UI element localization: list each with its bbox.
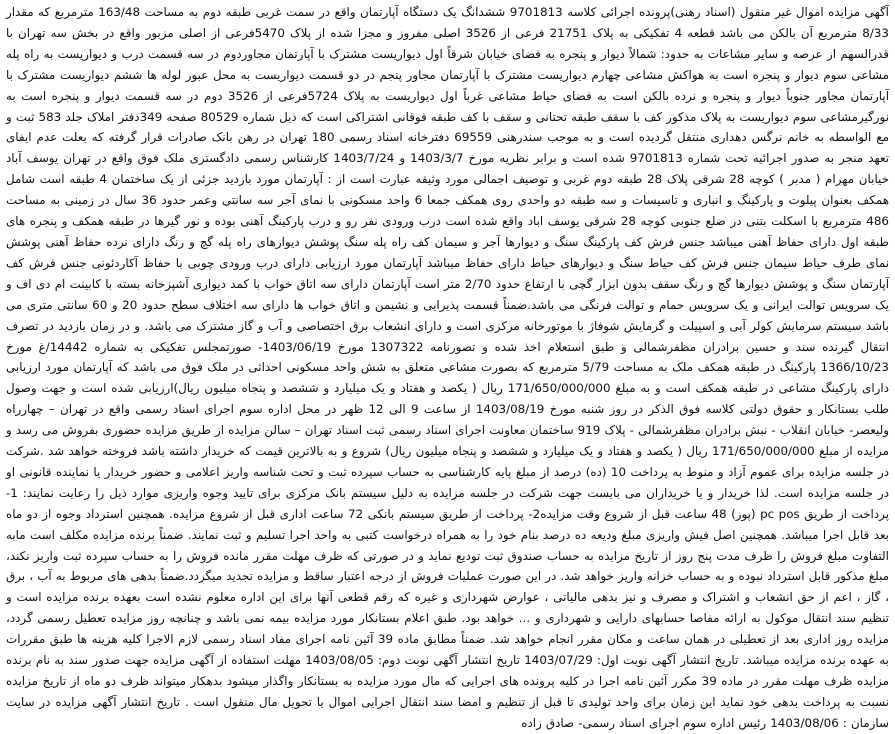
auction-notice-body: آگهی مزایده اموال غیر منقول (اسناد رهنی)پرونده اجرائی کلاسه 9701813 ششدانگ یک دستگاه آپارتمان واقع در سمت غربی طبقه دوم به مساحت 163/48 مترمربع که مقدار 8/33 مترمربع آن بالکن می باشد قطعه 4 تفکیکی به پلاک 21751 فرعی از 3526 اصلی مفروز و مجزا شده از پلاک 5470فرعی از اصلی مزبور واقع در بخش سه تهران با قدرالسهم از عرصه و سایر مشاعات به حدود: شمالاً دیوار و پنجره به فضای خیابان شرقاً اول دیواریست مشترک با آپارتمان مجاوردوم در سه قسمت درب و دیواریست به راه پله مشاعی سوم دیوار و پنجره است به هواکش مشاعی چهارم دیواریست مشترک با آپارتمان مجاور پنجم در دو قسمت دیواریست به محل عبور لوله ها ششم دیواریست مشترک با آپارتمان مجاور جنوباً دیوار و پنجره و نرده بالکن است به فضای حیاط مشاعی غرباً اول دیواریست به پلاک 5724فرعی از 3526 دوم در سه قسمت دیوار و پنجره است به نورگیرمشاعی سوم دیواریست به پلاک مذکور کف با سقف طبقه تحتانی و سقف با کف طبقه فوقانی اشتراکی است که ذیل شماره 80529 صفحه 349دفتر املاک جلد 583 ثبت و مع الواسطه به خانم نرگس دهداری منتقل گردیده است و به موجب سندرهنی 69559 دفترخانه اسناد رسمی 180 تهران در رهن بانک صادرات قرار گرفته که بعلت عدم ایفای تعهد منجر به صدور اجرائیه تحت شماره 9701813 شده است و برابر نظریه مورخ 1403/3/7 و 1403/7/24 کارشناس رسمی دادگستری ملک فوق واقع در تهران یوسف آباد خیابان مهرام ( مدبر ) کوچه 28 شرقی پلاک 28 طبقه دوم غربی و توصیف اجمالی مورد وثیقه عبارت است از : آپارتمان مورد بازدید جزئی از یک ساختمان 4 طبقه است شامل همکف بعنوان پیلوت و پارکینگ و انباری و تاسیسات و سه طبقه دو واحدی روی همکف جمعا 6 واحد مسکونی با نمای آجر سه سانتی وعمر حدود 36 سال در زمینی به مساحت 486 مترمربع با اسکلت بتنی در ضلع جنوبی کوچه 28 شرقی یوسف اباد واقع شده است درب ورودی نفر رو و درب پارکینگ آهنی بوده و نور گیرها در طبقه همکف و پنجره های طبقه اول دارای حفاظ آهنی میباشد جنس فرش کف پارکینگ سنگ و دیوارها آجر و سیمان کف راه پله سنگ پوشش دیوارهای راه پله گچ و رنگ دارای نرده حفاظ آهنی پوشش نمای طرف حیاط سیمان جنس فرش کف حیاط سنگ و دیوارهای حیاط دارای حفاظ میباشد آپارتمان مورد ارزیابی دارای درب ورودی چوبی با حفاظ آکاردئونی جنس فرش کف آپارتمان سنگ و پوشش دیوارها گچ و رنگ سقف بدون ابزار گچی با ارتفاع حدود 2/70 متر است آپارتمان دارای سه اتاق خواب با کمد دیواری آشپزخانه بسته با کابینت ام دی اف و یک سرویس توالت ایرانی و یک سرویس حمام و توالت فرنگی می باشد.ضمناً قسمت پذیرایی و نشیمن و اتاق خواب ها دارای سه اختلاف سطح حدود 20 و 60 سانتی متری می باشد سیستم سرمایش کولر آبی و اسپیلت و گرمایش شوفاژ با موتورخانه مرکزی است و دارای انشعاب برق اختصاصی و آب و گاز مشترک می باشد. و در زمان بازدید در تصرف انتقال گیرنده سند و حسین برادران مظفرشمالی و طبق استعلام اخذ شده و تصورنامه 1307322 مورخ 1403/06/19- صورتمجلس تفکیکی به شماره 14442/غ مورخ 1366/10/23 پارکینگ در طبقه همکف ملک به مساحت 5/79 مترمربع که بصورت مشاعی متعلق به شش واحد مسکونی احداثی در ملک فوق می باشد که آپارتمان مورد ارزیابی دارای پارکینگ مشاعی در طبقه همکف است و به مبلغ 171/650/000/000 ریال ( یکصد و هفتاد و یک میلیارد و ششصد و پنجاه میلیون ریال)ارزیابی شده است و جهت وصول طلب بستانکار و حقوق دولتی کلاسه فوق الذکر در روز شنبه مورخ 1403/08/19 از ساعت 9 الی 12 ظهر در محل اداره سوم اجرای اسناد رسمی واقع در تهران – چهارراه ولیعصر- خیابان انقلاب - نبش برادران مظفرشمالی - پلاک 919 ساختمان معاونت اجرای اسناد رسمی ثبت اسناد تهران – سالن مزایده از طریق مزایده حضوری بفروش می رسد و مزایده از مبلغ 171/650/000/000 ریال ( یکصد و هفتاد و یک میلیارد و ششصد و پنجاه میلیون ریال) شروع و به بالاترین قیمت که خریدار داشته باشد فروخته خواهد شد .شرکت در جلسه مزایده برای عموم آزاد و منوط به پرداخت 10 (ده) درصد از مبلغ پایه کارشناسی به حساب سپرده ثبت و تحت شناسه واریز اعلامی و حضور خریدار یا نماینده قانونی او در جلسه مزایده است. لذا خریدار و یا خریداران می بایست جهت شرکت در جلسه مزایده به دلیل سیستم بانک مرکزی برای تایید وجوه واریزی موارد ذیل را رعایت نمایند: 1- پرداخت از طریق pc pos (پوز) 48 ساعت قبل از شروع وقت مزایده2- پرداخت از طریق سیستم بانکی 72 ساعت اداری قبل از شروع مزایده. همچنین استرداد وجوه از دو ماه بعد قابل اجرا میباشد. همچنین اصل فیش واریزی مبلغ ودیعه ده درصد بنام خود را به همراه درخواست کتبی به واحد اجرا تسلیم و ثبت نمایند. ضمناً برنده مزایده مکلف است مابه التفاوت مبلغ فروش را ظرف مدت پنج روز از تاریخ مزایده به حساب صندوق ثبت تودیع نماید و در صورتی که ظرف مهلت مقرر مانده فروش را به حساب سپرده ثبت واریز نکند، مبلغ مذکور قابل استرداد نبوده و به حساب خزانه واریز خواهد شد. در این صورت عملیات فروش از درجه اعتبار ساقط و مزایده تجدید میگردد.ضمناً بدهی های مربوط به آب ، برق ، گاز ، اعم از حق انشعاب و اشتراک و مصرف و نیز بدهی مالیاتی ، عوارض شهرداری و غیره که رقم قطعی آنها برای این اداره معلوم نشده است بعهده برنده مزایده است و تنظیم سند انتقال موکول به ارائه مفاصا حسابهای دارایی و شهرداری و ... خواهد بود. طبق اعلام بستانکار مورد مزایده بیمه نمی باشد و چنانچه روز مزایده تعطیل رسمی گردد، مزایده روز اداری بعد از تعطیلی در همان ساعت و مکان مقرر انجام خواهد شد. ضمناً مطابق ماده 39 آئین نامه اجرای مفاد اسناد رسمی لازم الاجرا کلیه هزینه ها طبق مقررات به عهده برنده مزایده میباشد. تاریخ انتشار آگهی نوبت اول: 1403/07/29 تاریخ انتشار آگهی نوبت دوم: 1403/08/05 مهلت استفاده از آگهی مزایده جهت صدور سند به نام برنده مزایده ظرف مهلت مقرر در ماده 39 مکرر آئین نامه اجرا در کلیه پرونده های اجرایی که مال مورد مزایده به بستانکار واگذار میشود بدهکار میتواند ظرف دو ماه از تاریخ مزایده نسبت به پرداخت بدهی خود نماید این زمان برای واحد تولیدی تا قبل از تنظیم و امضا سند انتقال اجرایی اموال یا تحویل مال منقول است . تاریخ انتشار آگهی مزایده در سایت سازمان : 1403/08/06 رئیس اداره سوم اجرای اسناد رسمی- صادق زاده xyxy=(6,5,890,730)
